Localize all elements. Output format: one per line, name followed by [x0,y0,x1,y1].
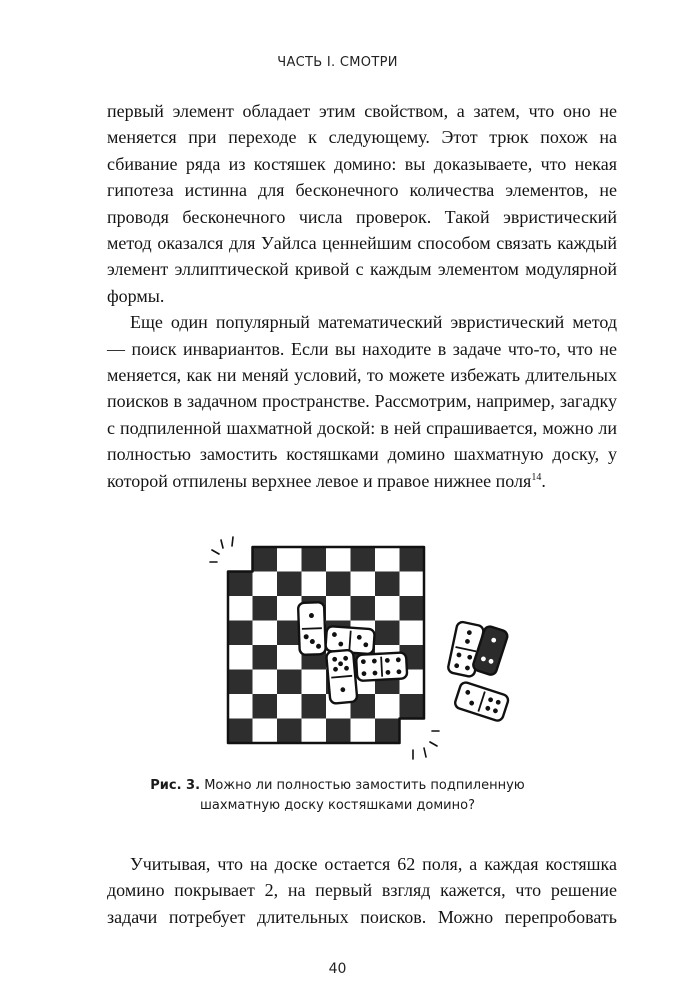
board-square [228,572,253,597]
board-square [253,719,278,744]
board-square [400,694,425,719]
caption-text: Можно ли полностью замостить подпиленную шахматную доску костяшками домино? [200,778,525,813]
board-square [375,572,400,597]
board-square [400,596,425,621]
board-square [228,596,253,621]
board-square [326,719,351,744]
caption-lead: Рис. 3. [150,778,201,793]
board-square [277,547,302,572]
paragraph-2 [107,309,617,494]
board-square [375,596,400,621]
footnote-ref: 14 [531,471,542,483]
loose-domino-lower [454,681,510,722]
board-square [400,547,425,572]
body-text-bottom [107,851,617,930]
board-square [277,694,302,719]
board-square [302,719,327,744]
board-square [351,572,376,597]
board-square [228,645,253,670]
board-square [253,547,278,572]
board-square [277,670,302,695]
board-square [253,694,278,719]
board-square [228,670,253,695]
board-square [375,694,400,719]
board-square [302,547,327,572]
page-number: 40 [328,961,347,977]
domino-horizontal-right [356,652,407,681]
board-square [351,719,376,744]
body-text-top [107,98,617,494]
board-square [400,621,425,646]
board-square [375,621,400,646]
board-square [400,572,425,597]
burst-mark-bottom-right [413,731,439,759]
board-square [326,547,351,572]
board-square [253,621,278,646]
board-square [228,719,253,744]
board-square [277,645,302,670]
paragraph-1: первый элемент обладает этим свойством, а затем, что оно не меняется при переходе к следующему. Этот трюк похож на сбивание ряда из костяшек домино: вы доказываете, что некая гипотеза истинна для бесконечного количества элементов, не проводя бесконечного числа проверок. Такой эвристический метод оказался для Уайлса ценнейшим способом связать каждый элемент эллиптической кривой с каждым элементом модулярной формы. [107,101,617,306]
domino-vertical-center [326,650,357,704]
board-square [277,719,302,744]
board-square [253,645,278,670]
figure-chessboard-dominoes [200,535,540,770]
board-square [253,670,278,695]
burst-mark-top-left [210,537,233,562]
board-square [302,694,327,719]
chessboard-illustration [200,535,540,770]
board-square [253,572,278,597]
running-head: ЧАСТЬ I. СМОТРИ [277,55,398,70]
paragraph-3: Учитывая, что на доске остается 62 поля, а каждая костяшка домино покрывает 2, на первый взгляд кажется, что решение задачи потребует длительных поисков. Можно перепробовать [107,854,617,927]
board-square [228,621,253,646]
board-square [326,596,351,621]
domino-vertical-on-board [298,602,326,655]
board-square [375,547,400,572]
board-square [326,572,351,597]
board-square [351,596,376,621]
board-square [277,572,302,597]
board-square [228,694,253,719]
paragraph-2-end: . [541,470,546,491]
board-square [302,572,327,597]
paragraph-2-text: Еще один популярный математический эвристический метод — поиск инвариантов. Если вы находите в задаче что-то, что не меняется, как ни меняй условий, то можете избежать длительных поисков в задачном пространстве. Рассмотрим, например, загадку с подпиленной шахматной доской: в ней спрашивается, можно ли полностью замостить костяшками домино шахматную доску, у которой отпилены верхнее левое и правое нижнее поля [107,312,617,491]
board-square [375,719,400,744]
board-square [351,547,376,572]
board-square [253,596,278,621]
board-square [302,670,327,695]
figure-caption [110,776,565,816]
